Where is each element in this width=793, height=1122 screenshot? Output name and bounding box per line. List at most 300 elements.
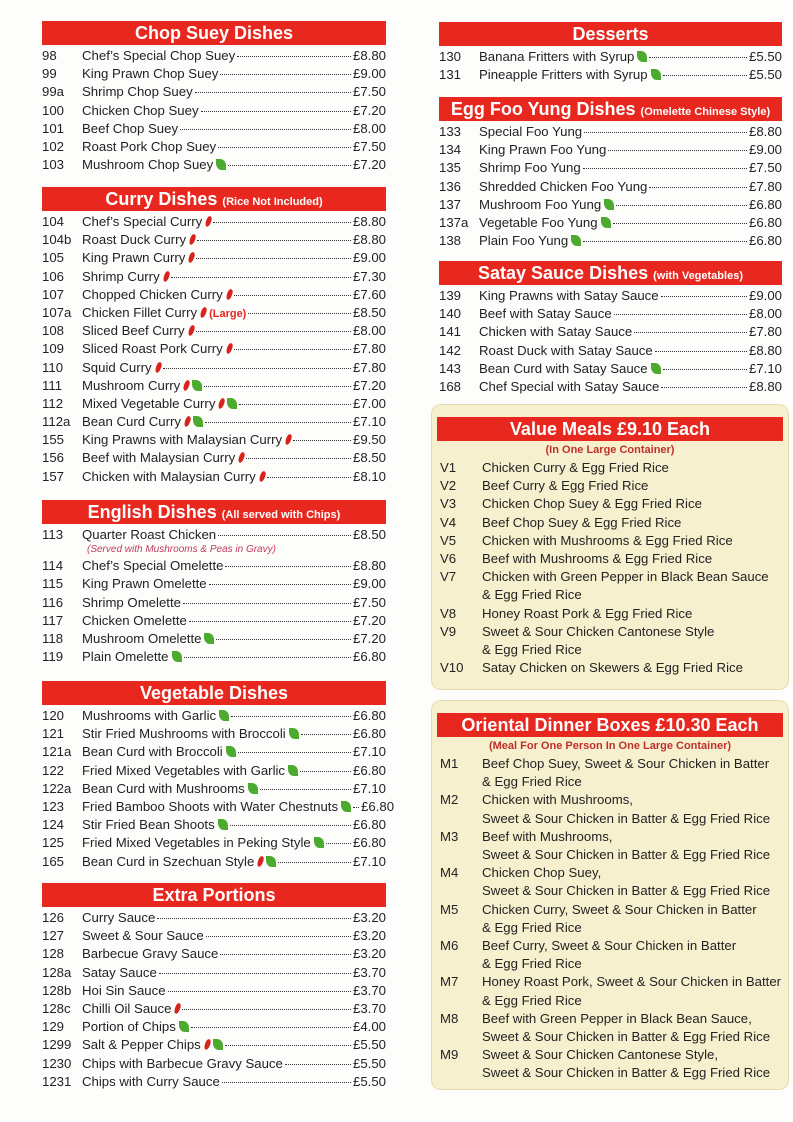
meal-item xyxy=(432,828,788,864)
item-price: £7.10 xyxy=(352,780,386,796)
item-name-text: King Prawn Foo Yung xyxy=(479,142,607,158)
item-name-text: Squid Curry xyxy=(82,359,152,375)
meal-line: Beef Chop Suey, Sweet & Sour Chicken in Batter xyxy=(482,756,770,771)
item-number: 114 xyxy=(42,558,64,574)
item-name-text: Chef’s Special Curry xyxy=(82,214,203,229)
item-name-text: Sliced Beef Curry xyxy=(82,323,185,339)
dot-leader xyxy=(196,257,351,259)
dot-leader xyxy=(661,386,747,388)
item-number: 122a xyxy=(42,780,72,796)
item-name-text: Special Foo Yung xyxy=(479,124,583,139)
item-name-text: Roast Duck Curry xyxy=(82,232,187,248)
menu-item xyxy=(439,360,782,378)
chili-icon xyxy=(204,215,212,227)
meal-item xyxy=(432,659,788,677)
dot-leader xyxy=(230,824,351,826)
dot-leader xyxy=(189,620,351,622)
vegetarian-leaf-icon xyxy=(213,1039,223,1050)
item-name-text: Quarter Roast Chicken xyxy=(82,527,217,542)
dot-leader xyxy=(239,403,351,405)
menu-item xyxy=(42,816,386,834)
meal-number: V9 xyxy=(440,623,457,639)
meal-number: V10 xyxy=(440,660,464,676)
dot-leader xyxy=(191,1026,351,1028)
meal-item xyxy=(432,1010,788,1046)
item-price: £6.80 xyxy=(748,196,782,212)
item-number: 137 xyxy=(439,196,462,212)
section-title: Chop Suey Dishes xyxy=(134,23,294,43)
menu-item xyxy=(42,359,386,377)
meal-number: M4 xyxy=(440,865,459,881)
item-name xyxy=(82,249,194,267)
item-name-text: Mushroom Foo Yung xyxy=(479,196,602,212)
value-meals-subtitle: (In One Large Container) xyxy=(545,444,675,456)
item-name-text: Chicken Omelette xyxy=(82,612,187,628)
dot-leader xyxy=(655,350,747,352)
dot-leader xyxy=(196,330,351,332)
item-price: £6.80 xyxy=(352,726,386,742)
dot-leader xyxy=(197,239,351,241)
item-price: £3.70 xyxy=(352,964,386,980)
item-price: £6.80 xyxy=(352,835,386,851)
meal-description xyxy=(482,791,788,827)
menu-item xyxy=(42,322,386,340)
item-price: £7.80 xyxy=(748,178,782,194)
item-name xyxy=(82,557,223,575)
dot-leader xyxy=(168,990,351,992)
item-number: 103 xyxy=(42,157,65,173)
meal-line: Sweet & Sour Chicken in Batter & Egg Fried Rice xyxy=(482,883,771,899)
item-name xyxy=(479,232,581,250)
item-name-text: Bean Curd Curry xyxy=(82,414,181,430)
menu-item xyxy=(42,982,386,1000)
item-name-text: Mushroom Curry xyxy=(82,377,181,393)
item-name xyxy=(82,468,265,486)
vegetarian-leaf-icon xyxy=(601,217,611,228)
meal-item xyxy=(432,605,788,623)
vegetarian-leaf-icon xyxy=(651,69,661,80)
item-number: 98 xyxy=(42,48,57,63)
dinner-boxes-box xyxy=(431,700,789,1090)
vegetarian-leaf-icon xyxy=(227,398,237,409)
item-name-text: Shrimp Curry xyxy=(82,268,160,284)
dot-leader xyxy=(234,348,351,350)
item-price: £6.80 xyxy=(352,817,386,833)
dot-leader xyxy=(225,565,351,567)
meal-item xyxy=(432,514,788,532)
item-name-text: Beef with Malaysian Curry xyxy=(82,450,236,466)
meal-item xyxy=(432,459,788,477)
dot-leader xyxy=(663,368,747,370)
item-price: £5.50 xyxy=(748,67,782,83)
chili-icon xyxy=(188,234,196,246)
dot-leader xyxy=(195,91,351,93)
dot-leader xyxy=(206,935,351,937)
meal-description xyxy=(482,937,788,973)
menu-item-list xyxy=(42,213,386,486)
dot-leader xyxy=(180,128,351,130)
meal-line: Sweet & Sour Chicken Cantonese Style, xyxy=(482,1047,719,1063)
dot-leader xyxy=(163,367,351,369)
item-name-text: King Prawns with Malaysian Curry xyxy=(82,432,283,448)
section-egg-foo-yung xyxy=(439,97,782,250)
meal-line: Sweet & Sour Chicken in Batter & Egg Fried Rice xyxy=(482,1065,771,1081)
value-meals-title: Value Meals £9.10 Each xyxy=(437,417,783,441)
dot-leader xyxy=(231,715,351,717)
vegetarian-leaf-icon xyxy=(341,801,351,812)
section-extra xyxy=(42,883,386,1091)
item-price: £6.80 xyxy=(748,233,782,249)
vegetarian-leaf-icon xyxy=(216,159,226,170)
item-price: £7.10 xyxy=(352,853,386,869)
section-title: Vegetable Dishes xyxy=(139,683,289,703)
item-price: £8.80 xyxy=(748,378,782,394)
item-name xyxy=(82,47,235,65)
item-name-text: Bean Curd with Mushrooms xyxy=(82,780,245,796)
item-price: £6.80 xyxy=(352,649,386,665)
menu-item xyxy=(439,323,782,341)
meal-description xyxy=(482,864,788,900)
menu-item-list xyxy=(439,287,782,396)
item-number: 118 xyxy=(42,630,64,646)
item-price: £8.80 xyxy=(352,48,386,63)
vegetarian-leaf-icon xyxy=(288,765,298,776)
menu-item xyxy=(42,762,386,780)
item-price: £8.80 xyxy=(748,124,782,139)
meal-number: M8 xyxy=(440,1010,459,1026)
dot-leader xyxy=(218,534,351,536)
item-name-text: Beef with Satay Sauce xyxy=(479,306,612,322)
dot-leader xyxy=(218,146,351,148)
item-name xyxy=(82,780,258,798)
item-price: £9.00 xyxy=(748,288,782,303)
item-name-text: Chopped Chicken Curry xyxy=(82,286,223,302)
item-price: £7.20 xyxy=(352,630,386,646)
item-name xyxy=(82,853,276,871)
meal-description xyxy=(482,477,788,495)
item-name xyxy=(82,213,211,231)
item-number: 102 xyxy=(42,138,65,154)
section-header xyxy=(439,97,782,121)
meal-line: Chicken Chop Suey & Egg Fried Rice xyxy=(482,496,702,512)
vegetarian-leaf-icon xyxy=(314,837,324,848)
item-name-text: Barbecue Gravy Sauce xyxy=(82,946,219,962)
meal-line: Satay Chicken on Skewers & Egg Fried Rice xyxy=(482,660,743,676)
vegetarian-leaf-icon xyxy=(172,651,182,662)
item-number: 116 xyxy=(42,594,64,610)
item-name-text: Chef Special with Satay Sauce xyxy=(479,378,660,394)
meal-line: Beef Curry & Egg Fried Rice xyxy=(482,478,649,494)
dot-leader xyxy=(204,385,351,387)
meal-description xyxy=(482,459,788,477)
dot-leader xyxy=(583,240,747,242)
item-name xyxy=(82,909,155,927)
item-name-text: Bean Curd in Szechuan Style xyxy=(82,853,255,869)
item-name xyxy=(82,322,194,340)
dot-leader xyxy=(301,733,351,735)
item-name-text: Shrimp Chop Suey xyxy=(82,84,193,100)
item-name xyxy=(82,526,216,544)
dot-leader xyxy=(584,131,747,133)
item-price: £7.10 xyxy=(352,744,386,760)
item-price: £4.00 xyxy=(352,1019,386,1035)
item-name-text: Curry Sauce xyxy=(82,910,156,925)
dot-leader xyxy=(237,55,351,57)
chili-icon xyxy=(187,325,195,337)
item-name xyxy=(82,231,195,249)
section-subtitle: (with Vegetables) xyxy=(653,270,743,282)
menu-item xyxy=(42,102,386,120)
meal-item xyxy=(432,532,788,550)
item-price: £7.10 xyxy=(352,414,386,430)
section-header xyxy=(42,187,386,211)
item-price: £8.80 xyxy=(748,342,782,358)
menu-item xyxy=(42,798,395,816)
menu-item xyxy=(42,340,386,358)
item-name-text: Sliced Roast Pork Curry xyxy=(82,341,223,357)
item-name-text: King Prawn Chop Suey xyxy=(82,66,219,82)
dot-leader xyxy=(246,457,351,459)
item-price: £9.00 xyxy=(352,66,386,82)
menu-item xyxy=(42,927,386,945)
section-title: Egg Foo Yung Dishes xyxy=(450,99,636,119)
item-name xyxy=(479,159,581,177)
item-name xyxy=(82,725,299,743)
section-desserts xyxy=(439,22,782,84)
item-name xyxy=(82,1018,189,1036)
item-name xyxy=(479,287,659,305)
item-price: £8.50 xyxy=(352,450,386,466)
menu-item-list xyxy=(42,707,395,871)
menu-item xyxy=(42,964,386,982)
item-number: 168 xyxy=(439,378,462,394)
meal-item xyxy=(432,791,788,827)
meal-number: V8 xyxy=(440,605,457,621)
section-title: Extra Portions xyxy=(152,885,276,905)
menu-item xyxy=(42,65,386,83)
chili-icon xyxy=(225,288,233,300)
meal-number: M5 xyxy=(440,901,459,917)
chili-icon xyxy=(218,397,226,409)
dot-leader xyxy=(205,421,351,423)
item-number: 1231 xyxy=(42,1073,72,1089)
item-name xyxy=(82,834,324,852)
meal-line: Chicken Curry & Egg Fried Rice xyxy=(482,460,669,475)
vegetarian-leaf-icon xyxy=(204,633,214,644)
item-name xyxy=(82,743,236,761)
item-price: £6.80 xyxy=(748,214,782,230)
vegetarian-leaf-icon xyxy=(218,819,228,830)
meal-item xyxy=(432,937,788,973)
menu-item xyxy=(42,268,386,286)
item-number: 142 xyxy=(439,342,462,358)
chili-icon xyxy=(199,306,207,318)
item-price: £7.50 xyxy=(352,138,386,154)
vegetarian-leaf-icon xyxy=(604,199,614,210)
meal-line: Beef with Mushrooms & Egg Fried Rice xyxy=(482,551,713,567)
item-number: 99a xyxy=(42,84,65,100)
item-name xyxy=(82,798,351,816)
item-name xyxy=(82,286,232,304)
item-number: 140 xyxy=(439,306,462,322)
item-price: £5.50 xyxy=(352,1073,386,1089)
item-note: (Served with Mushrooms & Peas in Gravy) xyxy=(87,544,276,556)
item-number: 104b xyxy=(42,232,72,248)
item-price: £7.80 xyxy=(748,324,782,340)
menu-item xyxy=(42,1000,386,1018)
item-name-text: Portion of Chips xyxy=(82,1019,176,1035)
chili-icon xyxy=(258,470,266,482)
item-name-text: Chilli Oil Sauce xyxy=(82,1000,172,1016)
item-price: £8.80 xyxy=(352,214,386,229)
item-price: £7.50 xyxy=(748,160,782,176)
item-name-text: Stir Fried Mushrooms with Broccoli xyxy=(82,726,286,742)
dot-leader xyxy=(228,164,351,166)
menu-item xyxy=(42,575,386,593)
meal-item xyxy=(432,568,788,604)
section-header xyxy=(42,883,386,907)
item-name xyxy=(479,48,647,66)
meal-line: & Egg Fried Rice xyxy=(482,919,582,935)
meal-line: & Egg Fried Rice xyxy=(482,587,582,603)
dinner-boxes-title: Oriental Dinner Boxes £10.30 Each xyxy=(437,713,783,737)
item-price: £8.50 xyxy=(352,527,386,542)
item-number: 99 xyxy=(42,66,57,82)
dot-leader xyxy=(608,149,747,151)
meal-item xyxy=(432,755,788,791)
menu-item xyxy=(42,612,386,630)
menu-item xyxy=(42,304,386,322)
item-price: £7.60 xyxy=(352,286,386,302)
item-name xyxy=(82,304,246,323)
vegetarian-leaf-icon xyxy=(248,783,258,794)
menu-item xyxy=(439,48,782,66)
chili-icon xyxy=(237,452,245,464)
item-name xyxy=(479,342,653,360)
dot-leader xyxy=(649,186,747,188)
section-title: Desserts xyxy=(572,24,649,44)
item-name xyxy=(82,612,187,630)
item-number: 109 xyxy=(42,341,65,357)
menu-item xyxy=(439,159,782,177)
item-number: 131 xyxy=(439,67,462,83)
item-name-text: Beef Chop Suey xyxy=(82,120,179,136)
item-number: 101 xyxy=(42,120,65,136)
dot-leader xyxy=(222,1081,351,1083)
item-name-text: Chips with Curry Sauce xyxy=(82,1073,220,1089)
item-name-text: Chicken with Malaysian Curry xyxy=(82,468,256,484)
item-price: £3.70 xyxy=(352,1000,386,1016)
item-name-text: Chicken with Satay Sauce xyxy=(479,324,633,340)
dot-leader xyxy=(649,56,747,58)
meal-item xyxy=(432,550,788,568)
item-name-text: Salt & Pepper Chips xyxy=(82,1037,201,1053)
item-name xyxy=(82,762,298,780)
item-name-text: Fried Mixed Vegetables with Garlic xyxy=(82,762,286,778)
item-price: £7.20 xyxy=(352,102,386,118)
item-name xyxy=(82,594,181,612)
item-name xyxy=(82,575,207,593)
meal-description xyxy=(482,514,788,532)
chili-icon xyxy=(162,270,170,282)
item-name xyxy=(82,945,218,963)
item-number: 119 xyxy=(42,649,64,665)
chili-icon xyxy=(182,379,190,391)
item-price: £9.00 xyxy=(352,576,386,592)
item-name xyxy=(82,964,157,982)
section-subtitle: (Rice Not Included) xyxy=(222,196,323,208)
section-header xyxy=(42,681,386,705)
item-number: 125 xyxy=(42,835,65,851)
item-number: 136 xyxy=(439,178,462,194)
vegetarian-leaf-icon xyxy=(637,51,647,62)
item-number: 128b xyxy=(42,982,72,998)
meal-number: M6 xyxy=(440,938,459,954)
meal-number: M9 xyxy=(440,1047,459,1063)
meal-description xyxy=(482,532,788,550)
item-number: 1299 xyxy=(42,1037,72,1053)
meal-description xyxy=(482,828,788,864)
item-number: 129 xyxy=(42,1019,65,1035)
meal-line: Beef Curry, Sweet & Sour Chicken in Batter xyxy=(482,938,737,954)
dot-leader xyxy=(234,294,351,296)
item-number: 127 xyxy=(42,928,65,944)
section-header xyxy=(42,500,386,524)
item-name xyxy=(479,196,614,214)
dinner-boxes-subtitle: (Meal For One Person In One Large Container) xyxy=(488,740,732,752)
chili-icon xyxy=(284,434,292,446)
menu-item xyxy=(42,780,386,798)
item-number: 117 xyxy=(42,612,64,628)
vegetarian-leaf-icon xyxy=(266,856,276,867)
item-number: 112a xyxy=(42,414,71,430)
item-price: £8.00 xyxy=(352,323,386,339)
item-name xyxy=(479,123,582,141)
item-number: 130 xyxy=(439,49,462,64)
item-number: 128a xyxy=(42,964,72,980)
meal-line: Beef with Green Pepper in Black Bean Sauce, xyxy=(482,1010,752,1026)
menu-item xyxy=(42,834,386,852)
meal-line: Beef with Mushrooms, xyxy=(482,828,613,844)
section-vegetable xyxy=(42,681,395,871)
meal-line: Honey Roast Pork, Sweet & Sour Chicken in Batter xyxy=(482,974,782,990)
item-name xyxy=(82,927,204,945)
dot-leader xyxy=(285,1063,351,1065)
meal-number: M7 xyxy=(440,974,459,990)
item-name xyxy=(82,1073,220,1091)
dot-leader xyxy=(583,167,747,169)
section-chop-suey xyxy=(42,21,386,174)
meal-line: Chicken Chop Suey, xyxy=(482,865,602,881)
menu-item xyxy=(42,431,386,449)
item-price: £7.00 xyxy=(352,395,386,411)
item-name xyxy=(479,66,661,84)
item-name-text: Plain Foo Yung xyxy=(479,233,569,249)
menu-item xyxy=(42,377,386,395)
meal-line: Beef Chop Suey & Egg Fried Rice xyxy=(482,514,682,530)
item-name-text: Chef’s Special Chop Suey xyxy=(82,48,236,63)
item-price: £7.50 xyxy=(352,84,386,100)
item-number: 135 xyxy=(439,160,462,176)
item-number: 138 xyxy=(439,233,462,249)
menu-item-list xyxy=(439,123,782,250)
menu-item xyxy=(42,945,386,963)
item-name-text: Mixed Vegetable Curry xyxy=(82,395,216,411)
meal-line: Sweet & Sour Chicken in Batter & Egg Fried Rice xyxy=(482,1029,771,1045)
meal-line: Chicken with Mushrooms & Egg Fried Rice xyxy=(482,532,733,548)
dot-leader xyxy=(159,972,351,974)
dot-leader xyxy=(220,953,351,955)
